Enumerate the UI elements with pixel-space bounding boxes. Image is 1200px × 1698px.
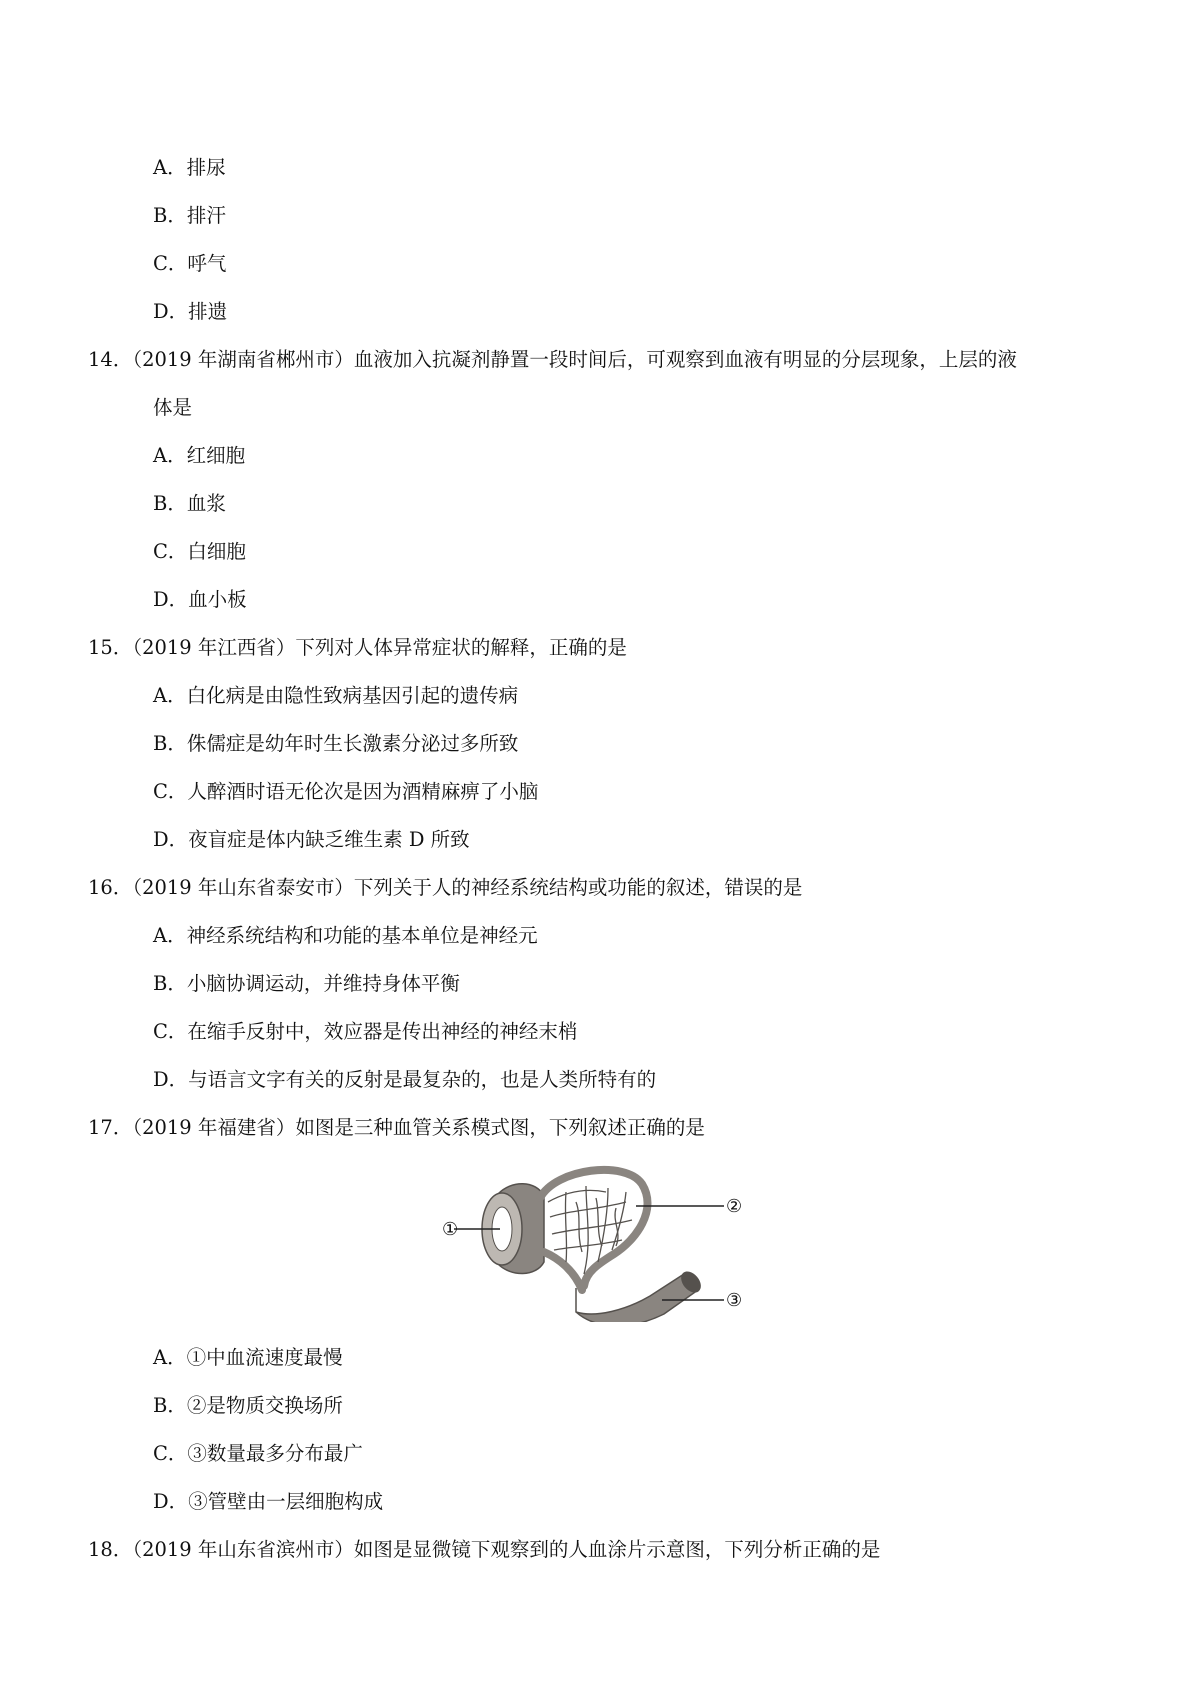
blood-vessel-svg <box>436 1162 776 1322</box>
q16-stem: 16．（2019 年山东省泰安市）下列关于人的神经系统结构或功能的叙述，错误的是 <box>88 876 803 899</box>
q13-option-a: A．排尿 <box>153 156 226 179</box>
label-3: ③ <box>726 1290 743 1311</box>
label-2: ② <box>726 1196 743 1217</box>
q16-option-c: C．在缩手反射中，效应器是传出神经的神经末梢 <box>153 1020 578 1043</box>
q14-stem-line2: 体是 <box>153 396 193 419</box>
capillary-lower-arc <box>544 1252 582 1290</box>
q14-option-a: A．红细胞 <box>153 444 246 467</box>
q15-option-a: A．白化病是由隐性致病基因引起的遗传病 <box>153 684 519 707</box>
q17-option-c: C．③数量最多分布最广 <box>153 1442 363 1465</box>
q17-option-b: B．②是物质交换场所 <box>153 1394 343 1417</box>
capillary-outer-loop <box>540 1170 647 1286</box>
q17-option-d: D．③管壁由一层细胞构成 <box>153 1490 384 1513</box>
q16-option-a: A．神经系统结构和功能的基本单位是神经元 <box>153 924 538 947</box>
vein-body <box>576 1274 698 1322</box>
blood-vessel-diagram <box>436 1162 776 1322</box>
q15-option-d: D．夜盲症是体内缺乏维生素 D 所致 <box>153 828 470 851</box>
q14-option-d: D．血小板 <box>153 588 247 611</box>
q13-option-c: C．呼气 <box>153 252 227 275</box>
q13-option-b: B．排汗 <box>153 204 226 227</box>
q15-option-c: C．人醉酒时语无伦次是因为酒精麻痹了小脑 <box>153 780 539 803</box>
q14-stem-line1: 14．（2019 年湖南省郴州市）血液加入抗凝剂静置一段时间后，可观察到血液有明显的分层现象，上层的液 <box>88 348 1017 371</box>
q15-option-b: B．侏儒症是幼年时生长激素分泌过多所致 <box>153 732 519 755</box>
q16-option-b: B．小脑协调运动，并维持身体平衡 <box>153 972 460 995</box>
q18-stem: 18．（2019 年山东省滨州市）如图是显微镜下观察到的人血涂片示意图，下列分析正确的是 <box>88 1538 881 1561</box>
q16-option-d: D．与语言文字有关的反射是最复杂的，也是人类所特有的 <box>153 1068 657 1091</box>
label-1: ① <box>442 1219 459 1240</box>
q14-option-b: B．血浆 <box>153 492 226 515</box>
q17-stem: 17．（2019 年福建省）如图是三种血管关系模式图，下列叙述正确的是 <box>88 1116 705 1139</box>
q13-option-d: D．排遗 <box>153 300 228 323</box>
q17-option-a: A．①中血流速度最慢 <box>153 1346 343 1369</box>
q15-stem: 15．（2019 年江西省）下列对人体异常症状的解释，正确的是 <box>88 636 627 659</box>
q14-option-c: C．白细胞 <box>153 540 246 563</box>
